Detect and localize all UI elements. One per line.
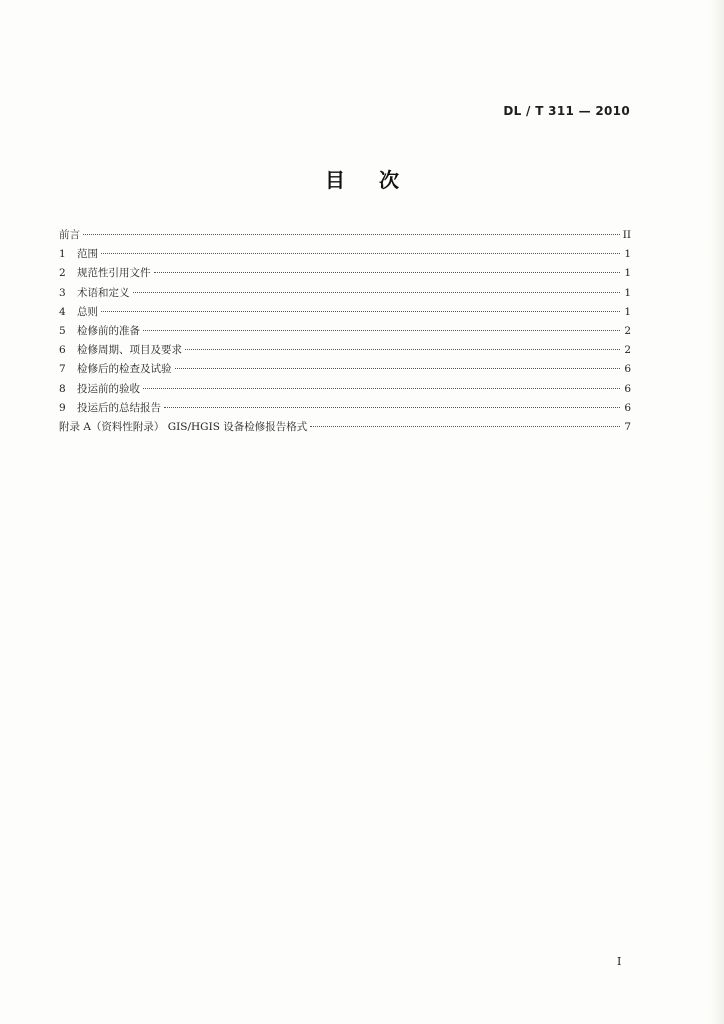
toc-entry-label: 检修周期、项目及要求 [77,344,182,357]
toc-entry-label: 投运前的验收 [77,382,140,395]
toc-entry-4[interactable] [59,303,631,322]
toc-entry-label: 检修前的准备 [77,324,140,337]
toc-entry-foreword[interactable] [59,226,631,245]
dot-leader [101,253,620,254]
toc-entry-label: 前言 [59,229,80,241]
toc-entry-page: 1 [624,267,631,280]
dot-leader [310,426,620,427]
dot-leader [101,311,620,312]
toc-entry-label: 术语和定义 [77,286,130,299]
dot-leader [164,407,620,408]
toc-entry-number: 7 [59,363,66,376]
toc-entry-page: 6 [624,382,631,395]
toc-entry-number: 4 [59,305,66,318]
toc-entry-8[interactable] [59,380,631,399]
toc-entry-6[interactable] [59,341,631,360]
toc-entry-label: 总则 [77,305,98,318]
dot-leader [143,330,620,331]
toc-entry-number: 2 [59,267,66,280]
toc-entry-page: 6 [624,401,631,414]
table-of-contents [59,226,631,437]
dot-leader [154,272,621,273]
toc-entry-5[interactable] [59,322,631,341]
toc-entry-2[interactable] [59,264,631,283]
dot-leader [143,388,620,389]
toc-entry-page: 6 [624,363,631,376]
toc-entry-page: 2 [624,324,631,337]
toc-entry-page: 7 [624,420,631,433]
toc-entry-page: 2 [624,344,631,357]
toc-entry-page: 1 [624,305,631,318]
toc-entry-7[interactable] [59,360,631,379]
dot-leader [133,292,621,293]
dot-leader [83,234,620,235]
dot-leader [175,368,621,369]
toc-entry-label: 检修后的检查及试验 [77,363,172,376]
toc-entry-page: 1 [624,248,631,261]
toc-entry-label: 规范性引用文件 [77,267,151,280]
page-title [0,164,724,193]
toc-entry-label: 附录 A（资料性附录） GIS/HGIS 设备检修报告格式 [59,420,308,433]
toc-entry-number: 6 [59,344,66,357]
title-char-1: 目 [325,168,345,192]
toc-entry-number: 1 [59,248,66,261]
toc-entry-page: 1 [624,286,631,299]
scan-edge-shadow [710,0,724,1024]
toc-entry-appendix-a[interactable] [59,418,631,437]
title-char-2: 次 [379,168,399,192]
toc-entry-number: 8 [59,382,66,395]
page-number: I [617,955,622,968]
toc-entry-number: 5 [59,324,66,337]
toc-entry-1[interactable] [59,245,631,264]
standard-code: DL / T 311 — 2010 [503,104,630,118]
toc-entry-page: II [622,229,631,241]
toc-entry-3[interactable] [59,284,631,303]
toc-entry-number: 9 [59,401,66,414]
dot-leader [185,349,620,350]
toc-entry-label: 范围 [77,248,98,261]
toc-entry-number: 3 [59,286,66,299]
toc-entry-9[interactable] [59,399,631,418]
toc-entry-label: 投运后的总结报告 [77,401,161,414]
